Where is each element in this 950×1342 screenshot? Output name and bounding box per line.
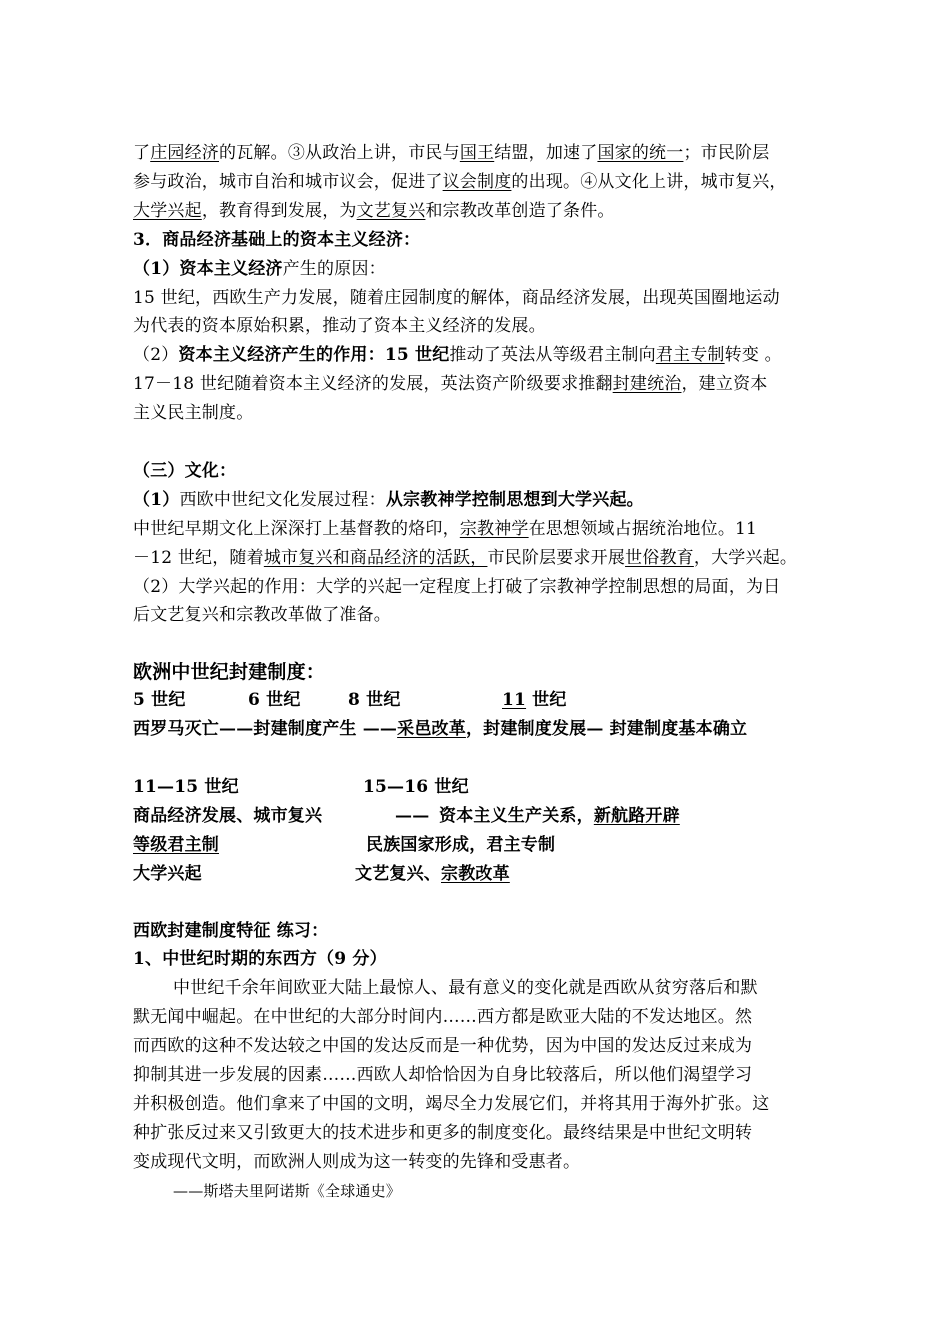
quote-line: 抑制其进一步发展的因素……西欧人却恰恰因为自身比较落后，所以他们渴望学习: [133, 1065, 753, 1085]
text-line: [133, 546, 797, 570]
text-line: 主义民主制度。: [133, 403, 254, 423]
text-line: 为代表的资本原始积累，推动了资本主义经济的发展。: [133, 316, 546, 336]
text-line: [133, 199, 615, 223]
timeline-label: 世纪: [526, 690, 567, 710]
quote-line: 中世纪千余年间欧亚大陆上最惊人、最有意义的变化就是西欧从贫穷落后和默: [173, 978, 758, 998]
section-heading: 3．商品经济基础上的资本主义经济：: [133, 230, 421, 250]
underlined-term: 大学兴起: [133, 201, 202, 221]
text-run: （2）: [133, 345, 179, 365]
text-run: 转变 。: [724, 345, 782, 365]
text-line: [133, 488, 644, 512]
text-line: [133, 343, 782, 367]
text-run: 民族国家形成，君主专制: [366, 835, 556, 855]
underlined-term: 国家的统一: [597, 143, 684, 163]
text-run: 西罗马灭亡——封建制度产生 ——: [133, 719, 398, 739]
text-run: 结盟，加速了: [494, 143, 598, 163]
subsection-heading: [133, 257, 386, 281]
text-line: 后文艺复兴和宗教改革做了准备。: [133, 605, 391, 625]
exercise-title: 西欧封建制度特征 练习：: [133, 921, 329, 941]
underlined-term: 等级君主制: [133, 835, 219, 855]
timeline-row: [133, 804, 680, 828]
text-run: 市民阶层要求开展: [487, 548, 626, 568]
text-run: ，教育得到发展，为: [201, 201, 357, 221]
text-run: 资本主义生产关系，: [439, 806, 594, 826]
text-run: 17－18 世纪随着资本主义经济的发展，英法资产阶级要求推翻: [133, 374, 613, 394]
question-title: 1、中世纪时期的东西方（9 分）: [133, 949, 387, 969]
text-line: [133, 170, 787, 194]
timeline-row: [133, 775, 469, 799]
timeline-label: 11—15 世纪: [133, 777, 239, 797]
underlined-term: 宗教改革: [441, 864, 510, 884]
text-run: 和宗教改革创造了条件。: [425, 201, 615, 221]
text-run: 参与政治，城市自治和城市议会，促进了: [133, 172, 443, 192]
text-run: －12 世纪，随着: [133, 548, 264, 568]
underlined-term: 世俗教育: [625, 548, 694, 568]
text-run: 的出现。④从文化上讲，城市复兴，: [511, 172, 787, 192]
timeline-row: [133, 688, 567, 712]
timeline-label: 15—16 世纪: [363, 777, 469, 797]
text-line: [133, 141, 769, 165]
bold-run: 资本主义经济产生的作用：15 世纪: [178, 345, 450, 365]
quote-citation: ——斯塔夫里阿诺斯《全球通史》: [173, 1182, 402, 1200]
underlined-term: 议会制度: [442, 172, 512, 192]
text-line: （2）大学兴起的作用：大学的兴起一定程度上打破了宗教神学控制思想的局面，为日: [133, 577, 781, 597]
underlined-term: 庄园经济: [150, 143, 220, 163]
underlined-term: 新航路开辟: [593, 806, 680, 826]
quote-line: 默无闻中崛起。在中世纪的大部分时间内……西方都是欧亚大陆的不发达地区。然: [133, 1007, 753, 1027]
text-line: 15 世纪，西欧生产力发展，随着庄园制度的解体，商品经济发展，出现英国圈地运动: [133, 288, 780, 308]
text-line: [133, 372, 767, 396]
text-run: ，建立资本: [681, 374, 768, 394]
bold-run: 从宗教神学控制思想到大学兴起。: [385, 490, 644, 510]
text-run: 推动了英法从等级君主制向: [449, 345, 656, 365]
text-run: 大学兴起: [133, 864, 202, 884]
text-run: 西欧中世纪文化发展过程：: [179, 490, 386, 510]
quote-line: 种扩张反过来又引致更大的技术进步和更多的制度变化。最终结果是中世纪文明转: [133, 1123, 753, 1143]
bold-run: （1）资本主义经济: [133, 259, 283, 279]
quote-line: 而西欧的这种不发达较之中国的发达反而是一种优势，因为中国的发达反过来成为: [133, 1036, 753, 1056]
text-run: 文艺复兴、: [355, 864, 441, 884]
timeline-row: [133, 833, 555, 857]
underlined-term: 宗教神学: [459, 519, 529, 539]
text-run: 了: [133, 143, 151, 163]
text-run: 在思想领域占据统治地位。11: [528, 519, 758, 539]
underlined-term: 采邑改革: [397, 719, 466, 739]
text-line: [133, 517, 757, 541]
timeline-label: 11: [502, 690, 527, 710]
timeline-heading: 欧洲中世纪封建制度：: [133, 661, 326, 683]
text-run: 商品经济发展、城市复兴: [133, 806, 323, 826]
quote-line: 并积极创造。他们拿来了中国的文明，竭尽全力发展它们，并将其用于海外扩张。这: [133, 1094, 770, 1114]
underlined-term: 城市复兴和商品经济的活跃，: [263, 548, 488, 568]
timeline-row: [133, 717, 747, 741]
timeline-row: [133, 862, 510, 886]
timeline-label: 8 世纪: [348, 690, 401, 710]
text-run: ，封建制度发展— 封建制度基本确立: [465, 719, 748, 739]
text-run: ；市民阶层: [683, 143, 770, 163]
text-run: 中世纪早期文化上深深打上基督教的烙印，: [133, 519, 460, 539]
text-run: ——: [395, 806, 430, 826]
underlined-term: 文艺复兴: [356, 201, 426, 221]
quote-line: 变成现代文明，而欧洲人则成为这一转变的先锋和受惠者。: [133, 1152, 581, 1172]
section-heading: （三）文化：: [133, 461, 237, 481]
underlined-term: 国王: [459, 143, 495, 163]
timeline-label: 6 世纪: [248, 690, 301, 710]
underlined-term: 君主专制: [655, 345, 725, 365]
text-run: 的瓦解。③从政治上讲，市民与: [219, 143, 460, 163]
text-run: ，大学兴起。: [693, 548, 798, 568]
text-run: 产生的原因：: [282, 259, 386, 279]
timeline-label: 5 世纪: [133, 690, 186, 710]
bold-run: （1）: [133, 490, 180, 510]
underlined-term: 封建统治: [612, 374, 682, 394]
